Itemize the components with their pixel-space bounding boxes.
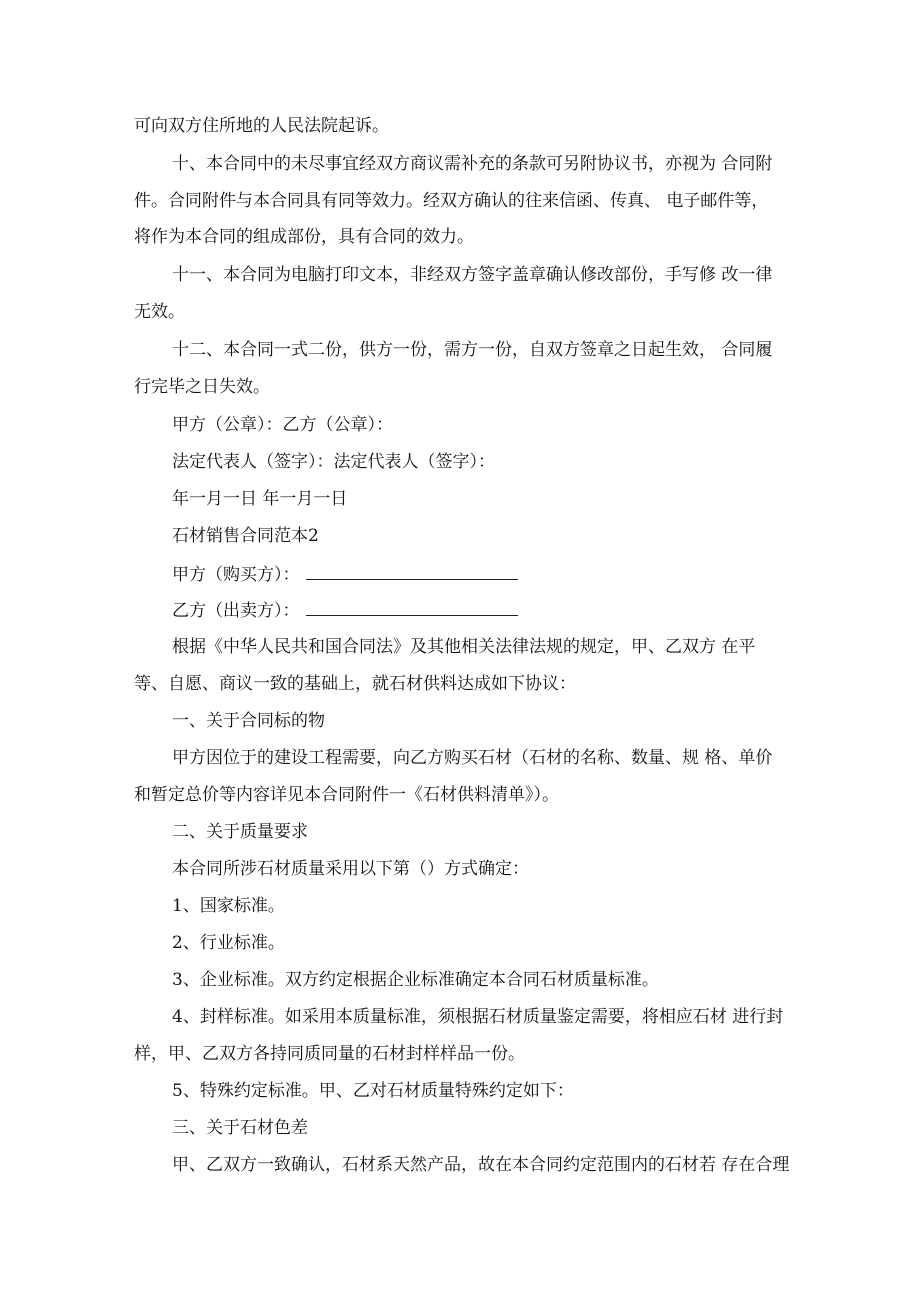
buyer-blank-field [306,563,518,580]
text-line: 等、自愿、商议一致的基础上，就石材供料达成如下协议： [134,674,576,694]
text-line: 行完毕之日失效。 [134,377,270,397]
section-heading: 三、关于石材色差 [172,1118,308,1138]
text-line: 甲、乙双方一致确认，石材系天然产品，故在本合同约定范围内的石材若 存在合理 [172,1155,790,1175]
seller-label: 乙方（出卖方）： [172,601,300,621]
text-line: 样，甲、乙双方各持同质同量的石材封样样品一份。 [134,1044,525,1064]
text-line: 十二、本合同一式二份，供方一份，需方一份，自双方签章之日起生效， 合同履 [172,340,773,360]
date-line: 年一月一日 年一月一日 [172,489,348,509]
section-heading: 一、关于合同标的物 [172,711,325,731]
signature-seal-line: 甲方（公章）：乙方（公章）： [172,415,393,435]
seller-blank-field [306,599,518,616]
text-line: 可向双方住所地的人民法院起诉。 [134,116,389,136]
contract-title: 石材销售合同范本2 [172,526,319,546]
text-line: 无效。 [134,302,185,322]
text-line: 根据《中华人民共和国合同法》及其他相关法律法规的规定，甲、乙双方 在平 [172,637,756,657]
list-item: 3、企业标准。双方约定根据企业标准确定本合同石材质量标准。 [172,970,659,990]
section-heading: 二、关于质量要求 [172,822,308,842]
text-line: 将作为本合同的组成部份，具有合同的效力。 [134,227,474,247]
buyer-line [172,563,518,586]
text-line: 十、本合同中的未尽事宜经双方商议需补充的条款可另附协议书，亦视为 合同附 [172,154,773,174]
list-item: 1、国家标准。 [172,896,285,916]
list-item: 4、封样标准。如采用本质量标准，须根据石材质量鉴定需要，将相应石材 进行封 [172,1007,784,1027]
text-line: 件。合同附件与本合同具有同等效力。经双方确认的往来信函、传真、 电子邮件等， [134,191,769,211]
list-item: 5、特殊约定标准。甲、乙对石材质量特殊约定如下： [172,1081,574,1101]
text-line: 甲方因位于的建设工程需要，向乙方购买石材（石材的名称、数量、规 格、单价 [172,748,773,768]
seller-line [172,599,518,622]
buyer-label: 甲方（购买方）： [172,565,300,585]
text-line: 和暂定总价等内容详见本合同附件一《石材供料清单》）。 [134,785,559,805]
text-line: 本合同所涉石材质量采用以下第（）方式确定： [172,859,529,879]
text-line: 十一、本合同为电脑打印文本，非经双方签字盖章确认修改部份，手写修 改一律 [172,265,773,285]
list-item: 2、行业标准。 [172,933,285,953]
signature-rep-line: 法定代表人（签字）：法定代表人（签字）： [172,452,495,472]
